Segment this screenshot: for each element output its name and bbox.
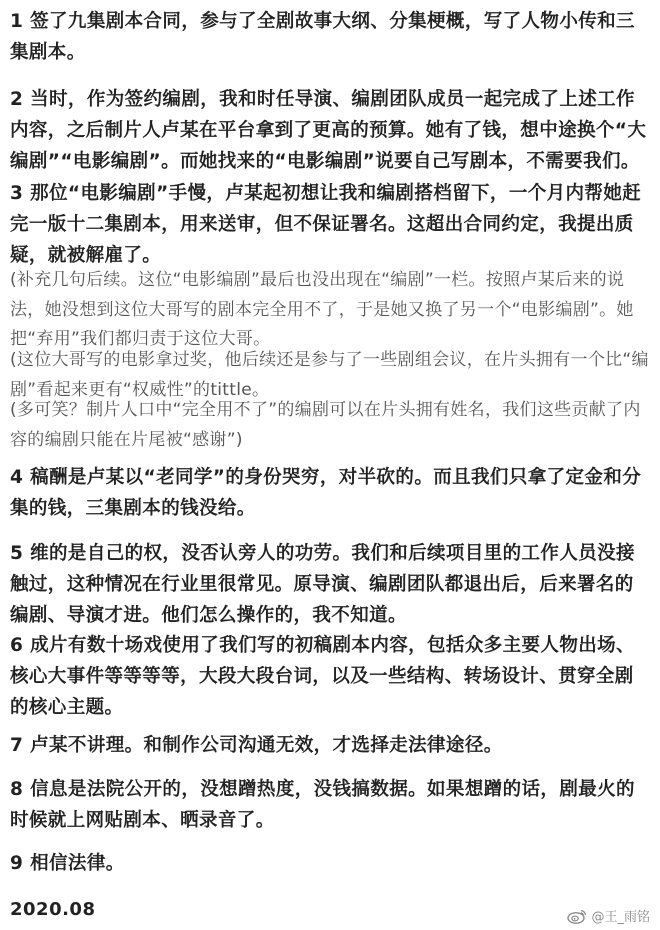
paragraph-6: 6 成片有数十场戏使用了我们写的初稿剧本内容，包括众多主要人物出场、核心大事件等等等等，大段大段台词，以及一些结构、转场设计、贯穿全剧的核心主题。: [10, 635, 635, 718]
note-3: (多可笑？制片人口中“完全用不了”的编剧可以在片头拥有姓名，我们这些贡献了内容的编剧只能在片尾被“感谢”): [10, 400, 641, 450]
paragraph-3: 3 那位“电影编剧”手慢，卢某起初想让我和编剧搭档留下，一个月内帮她赶完一版十二集剧本，用来送审，但不保证署名。这超出合同约定，我提出质疑，就被解雇了。: [10, 183, 642, 266]
paragraph-1: 1 签了九集剧本合同，参与了全剧故事大纲、分集梗概，写了人物小传和三集剧本。: [10, 11, 635, 63]
note-1: (补充几句后续。这位“电影编剧”最后也没出现在“编剧”一栏。按照卢某后来的说法，她没想到这位大哥写的剧本完全用不了，于是她又换了另一个“电影编剧”。她把“弃用”我们都归责于这位大哥。: [10, 270, 634, 349]
weibo-watermark: [567, 906, 650, 925]
date-stamp: 2020.08: [10, 899, 96, 920]
paragraph-8: 8 信息是法院公开的，没想蹭热度，没钱搞数据。如果想蹭的话，剧最火的时候就上网贴剧本、晒录音了。: [10, 779, 635, 831]
watermark-text: @王_雨铭: [591, 910, 650, 925]
paragraph-2: 2 当时，作为签约编剧，我和时任导演、编剧团队成员一起完成了上述工作内容，之后制片人卢某在平台拿到了更高的预算。她有了钱，想中途换个“大编剧”“电影编剧”。而她找来的“电影编剧”说要自己写剧本，不需要我们。: [10, 89, 647, 172]
paragraph-4: 4 稿酬是卢某以“老同学”的身份哭穷，对半砍的。而且我们只拿了定金和分集的钱，三集剧本的钱没给。: [10, 467, 642, 519]
note-2: (这位大哥写的电影拿过奖，他后续还是参与了一些剧组会议，在片头拥有一个比“编剧”看起来更有“权威性”的tittle。: [10, 350, 649, 400]
weibo-icon: [567, 908, 587, 924]
paragraph-9: 9 相信法律。: [10, 853, 125, 874]
paragraph-5: 5 维的是自己的权，没否认旁人的功劳。我们和后续项目里的工作人员没接触过，这种情况在行业里很常见。原导演、编剧团队都退出后，后来署名的编剧、导演才进。他们怎么操作的，我不知道。: [10, 543, 635, 626]
paragraph-7: 7 卢某不讲理。和制作公司沟通无效，才选择走法律途径。: [10, 735, 503, 756]
